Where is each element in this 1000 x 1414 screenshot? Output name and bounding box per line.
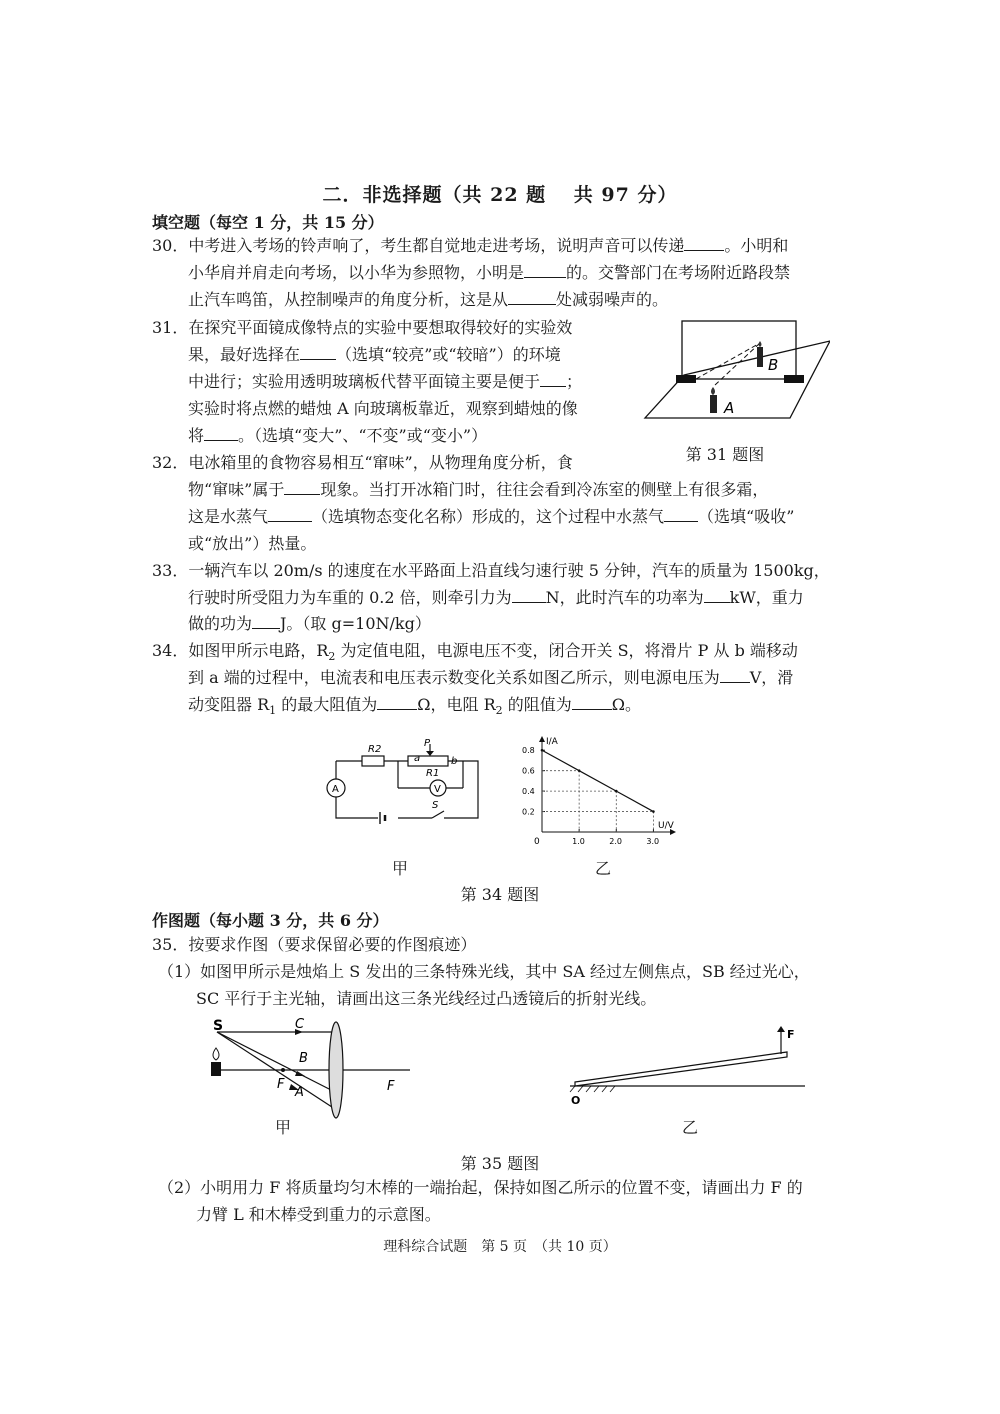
q34-blank1[interactable] — [720, 668, 750, 683]
q32-line3: 这是水蒸气 （选填物态变化名称）形成的，这个过程中水蒸气 （选填“吸收” — [188, 507, 795, 526]
q31-line3: 中进行；实验用透明玻璃板代替平面镜主要是便于 ； — [188, 372, 583, 391]
svg-text:F: F — [387, 1079, 395, 1094]
svg-text:F: F — [787, 1028, 795, 1041]
q33-blank1[interactable] — [512, 588, 546, 603]
q33-blank2[interactable] — [704, 588, 730, 603]
label-a: A — [724, 399, 735, 417]
glass-plate — [682, 321, 796, 379]
svg-text:S: S — [432, 800, 439, 811]
svg-text:P: P — [424, 738, 431, 749]
q33-blank3[interactable] — [252, 614, 280, 629]
q35-fig-jia-label: 甲 — [274, 1118, 291, 1137]
candle-a-icon — [710, 395, 717, 413]
q34-line2: 到 a 端的过程中，电流表和电压表示数变化关系如图乙所示，则电源电压为 V，滑 — [188, 668, 794, 687]
q31-line4: 实验时将点燃的蜡烛 A 向玻璃板靠近，观察到蜡烛的像 — [188, 399, 578, 418]
svg-text:b: b — [451, 756, 458, 767]
q31-line1: 31．在探究平面镜成像特点的实验中要想取得较好的实验效 — [152, 318, 573, 337]
q34-fig-jia-label: 甲 — [391, 859, 408, 878]
q35-stick-figure — [565, 1024, 810, 1109]
svg-text:A: A — [332, 784, 339, 795]
x-tick-label: 3.0 — [646, 837, 660, 846]
svg-text:B: B — [299, 1051, 308, 1066]
q32-line1: 32．电冰箱里的食物容易相互“窜味”，从物理角度分析，食 — [152, 453, 573, 472]
q30-blank1[interactable] — [684, 236, 724, 251]
y-tick-label: 0.2 — [522, 807, 535, 817]
wooden-stick — [575, 1052, 787, 1086]
page-footer: 理科综合试题 第 5 页 （共 10 页） — [383, 1239, 617, 1255]
svg-text:C: C — [295, 1017, 305, 1032]
data-point — [541, 749, 544, 752]
svg-text:A: A — [295, 1085, 304, 1100]
q34-blank2[interactable] — [377, 695, 417, 710]
q33-line2: 行驶时所受阻力为车重的 0.2 倍，则牵引力为 N，此时汽车的功率为 kW，重力 — [188, 588, 804, 607]
q30-line1: 30．中考进入考场的铃声响了，考生都自觉地走进考场，说明声音可以传递 。小明和 — [152, 236, 789, 255]
q32-line2: 物“窜味”属于 现象。当打开冰箱门时，往往会看到冷冻室的侧壁上有很多霜， — [188, 480, 769, 499]
q35-lens-figure — [195, 1014, 430, 1134]
svg-text:V: V — [434, 784, 441, 795]
q32-line4: 或“放出”）热量。 — [188, 534, 317, 553]
dashed-line-1 — [696, 343, 760, 379]
q30-line3: 止汽车鸣笛，从控制噪声的角度分析，这是从 处减弱噪声的。 — [188, 290, 669, 309]
q31-figure — [640, 315, 830, 430]
y-tick-label: 0.8 — [522, 746, 535, 756]
candle-b-icon — [757, 347, 763, 367]
y-axis-label: I/A — [546, 737, 558, 747]
section-title: 二．非选择题（共 22 题 共 97 分） — [322, 184, 678, 206]
data-point — [578, 769, 581, 772]
candle-icon — [211, 1062, 221, 1076]
x-axis-label: U/V — [658, 821, 674, 831]
q35-p1-line1: （1）如图甲所示是烛焰上 S 发出的三条特殊光线，其中 SA 经过左侧焦点，SB 经过光心， — [158, 962, 810, 981]
plate-stand-right — [784, 375, 804, 383]
origin-label: 0 — [534, 837, 540, 847]
q34-blank3[interactable] — [572, 695, 612, 710]
q35-p2-line2: 力臂 L 和木棒受到重力的示意图。 — [196, 1205, 441, 1224]
q32-blank2[interactable] — [268, 507, 312, 522]
q31-caption: 第 31 题图 — [685, 445, 765, 464]
convex-lens-icon — [329, 1022, 343, 1118]
q34-iu-graph — [512, 732, 687, 852]
q35-caption: 第 35 题图 — [460, 1154, 540, 1173]
ray-sb — [217, 1032, 335, 1092]
x-tick-label: 2.0 — [609, 837, 623, 846]
y-tick-label: 0.6 — [522, 766, 535, 776]
svg-text:R2: R2 — [368, 744, 382, 755]
q32-blank1[interactable] — [284, 480, 320, 495]
series-line — [542, 750, 653, 811]
plate-stand-left — [676, 375, 696, 383]
svg-text:S: S — [213, 1018, 224, 1034]
svg-text:a: a — [414, 753, 421, 764]
q30-blank2[interactable] — [524, 263, 566, 278]
q35-line0: 35．按要求作图（要求保留必要的作图痕迹） — [152, 935, 477, 954]
label-b: B — [768, 356, 779, 374]
data-point — [615, 790, 618, 793]
q34-caption: 第 34 题图 — [460, 885, 540, 904]
q31-blank2[interactable] — [540, 372, 566, 387]
q30-blank3[interactable] — [508, 290, 556, 305]
q31-blank3[interactable] — [204, 426, 238, 441]
q31-blank1[interactable] — [300, 345, 336, 360]
q35-p1-line2: SC 平行于主光轴，请画出这三条光线经过凸透镜后的折射光线。 — [196, 989, 657, 1008]
q33-line1: 33．一辆汽车以 20m/s 的速度在水平路面上沿直线匀速行驶 5 分钟，汽车的质量为 1500kg， — [152, 561, 830, 580]
q34-fig-yi-label: 乙 — [594, 859, 611, 878]
x-tick-label: 1.0 — [572, 837, 585, 846]
svg-text:F: F — [277, 1077, 285, 1092]
svg-text:O: O — [571, 1094, 581, 1107]
resistor-r2 — [362, 756, 384, 766]
q32-blank3[interactable] — [664, 507, 698, 522]
q31-line5: 将 。（选填“变大”、“不变”或“变小”） — [188, 426, 488, 445]
q35-p2-line1: （2）小明用力 F 将质量均匀木棒的一端抬起，保持如图乙所示的位置不变，请画出力 F 的 — [158, 1178, 803, 1197]
y-tick-label: 0.4 — [522, 787, 535, 797]
svg-text:R1: R1 — [426, 768, 440, 779]
q30-line2: 小华肩并肩走向考场，以小华为参照物，小明是 的。交警部门在考场附近路段禁 — [188, 263, 791, 282]
q31-line2: 果，最好选择在 （选填“较亮”或“较暗”）的环境 — [188, 345, 561, 364]
switch-icon — [432, 811, 444, 818]
data-point — [652, 810, 655, 813]
q34-line3: 动变阻器 $R_1$ 的最大阻值为 Ω，电阻 $R_2$ 的阻值为 Ω。 — [188, 695, 642, 718]
q33-line3: 做的功为 J。（取 g=10N/kg） — [188, 614, 431, 633]
q35-fig-yi-label: 乙 — [681, 1118, 698, 1137]
q34-line1: 34．如图甲所示电路，$R_2$ 为定值电阻，电源电压不变，闭合开关 S，将滑片 P 从 b 端移动 — [152, 641, 798, 664]
q34-circuit — [318, 736, 488, 831]
fill-section-heading: 填空题（每空 1 分，共 15 分） — [152, 213, 384, 232]
draw-section-heading: 作图题（每小题 3 分，共 6 分） — [152, 911, 389, 930]
